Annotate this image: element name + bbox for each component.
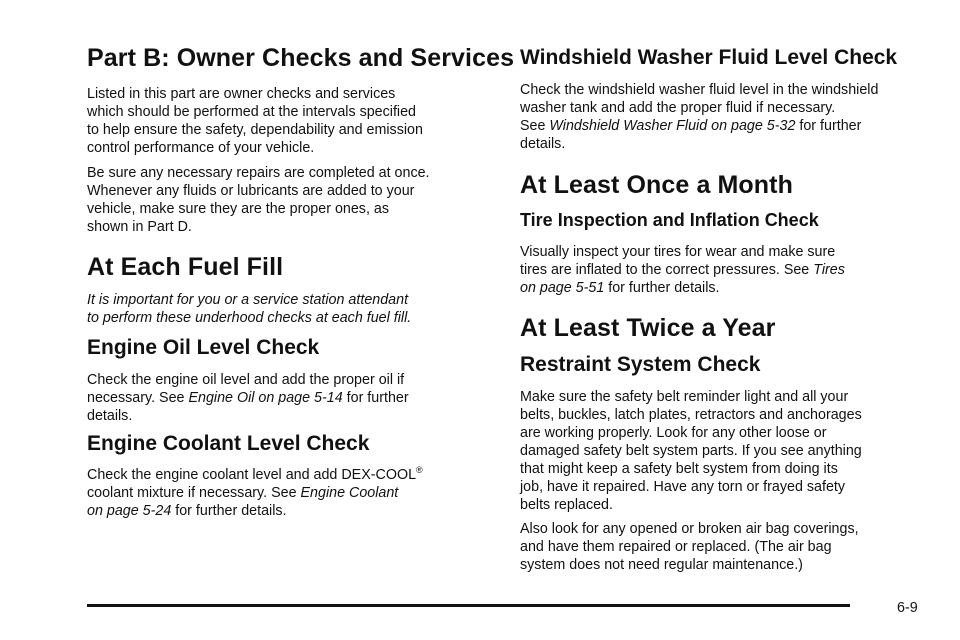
text-line: details. (520, 136, 566, 152)
text-line: belts replaced. (520, 497, 613, 513)
text-line: tires are inflated to the correct pressures. See Tires (520, 262, 845, 278)
text-line: control performance of your vehicle. (87, 140, 315, 156)
registered-mark: ® (416, 465, 423, 476)
text-line: job, have it repaired. Have any torn or frayed safety (520, 479, 846, 495)
text-line: Be sure any necessary repairs are completed at once. (87, 165, 430, 181)
fuel-fill-note (87, 291, 411, 327)
section-heading-monthly: At Least Once a Month (520, 171, 793, 199)
text-line: Listed in this part are owner checks and services (87, 86, 396, 102)
text-line: damaged safety belt system parts. If you see anything (520, 443, 862, 459)
text-line: to perform these underhood checks at each fuel fill. (87, 310, 412, 326)
intro-paragraph-2 (87, 164, 430, 236)
text-line: on page 5-24 for further details. (87, 503, 287, 519)
cross-reference: Windshield Washer Fluid on page 5-32 (549, 118, 796, 134)
text-line: belts, buckles, latch plates, retractors and anchorages (520, 407, 862, 423)
section-heading-fuel-fill: At Each Fuel Fill (87, 253, 284, 281)
text-line: are working properly. Look for any other loose or (520, 425, 827, 441)
cross-reference: Engine Coolant (300, 485, 399, 501)
cross-reference: on page 5-51 (520, 280, 605, 296)
text-line: necessary. See Engine Oil on page 5-14 for further (87, 390, 409, 406)
text-line: coolant mixture if necessary. See Engine Coolant (87, 485, 399, 501)
text-line: Check the engine coolant level and add DEX-COOL® (87, 465, 423, 483)
text-line: Check the engine oil level and add the proper oil if (87, 372, 405, 388)
page-number: 6-9 (897, 600, 918, 616)
text-line: Whenever any fluids or lubricants are added to your (87, 183, 415, 199)
subheading-engine-coolant: Engine Coolant Level Check (87, 432, 370, 455)
washer-fluid-paragraph (520, 81, 878, 153)
text-line: Also look for any opened or broken air bag coverings, (520, 521, 859, 537)
text-line: that might keep a safety belt system from doing its (520, 461, 838, 477)
restraint-paragraph-1 (520, 388, 862, 514)
intro-paragraph-1 (87, 85, 423, 157)
subheading-engine-oil: Engine Oil Level Check (87, 336, 320, 359)
restraint-paragraph-2 (520, 520, 859, 574)
text-line: details. (87, 408, 133, 424)
part-heading: Part B: Owner Checks and Services (87, 44, 515, 72)
cross-reference: Tires (813, 262, 845, 278)
text-line: and have them repaired or replaced. (The air bag (520, 539, 832, 555)
text-line: system does not need regular maintenance.) (520, 557, 803, 573)
engine-coolant-paragraph (87, 466, 423, 520)
text-line: on page 5-51 for further details. (520, 280, 720, 296)
tire-inspection-paragraph (520, 243, 845, 297)
subheading-washer-fluid: Windshield Washer Fluid Level Check (520, 46, 898, 69)
text-line: washer tank and add the proper fluid if necessary. (520, 100, 836, 116)
text-line: Check the windshield washer fluid level in the windshield (520, 82, 879, 98)
text-line: Visually inspect your tires for wear and make sure (520, 244, 836, 260)
text-line: See Windshield Washer Fluid on page 5-32 for further (520, 118, 862, 134)
engine-oil-paragraph (87, 371, 409, 425)
text-line: Make sure the safety belt reminder light and all your (520, 389, 849, 405)
footer-rule (87, 604, 850, 607)
text-line: shown in Part D. (87, 219, 192, 235)
subheading-restraint-system: Restraint System Check (520, 353, 761, 376)
text-line: vehicle, make sure they are the proper ones, as (87, 201, 389, 217)
subheading-tire-inspection: Tire Inspection and Inflation Check (520, 210, 819, 230)
section-heading-twice-year: At Least Twice a Year (520, 314, 776, 342)
text-line: which should be performed at the intervals specified (87, 104, 417, 120)
cross-reference: on page 5-24 (87, 503, 172, 519)
text-line: to help ensure the safety, dependability and emission (87, 122, 423, 138)
text-line: It is important for you or a service station attendant (87, 292, 409, 308)
cross-reference: Engine Oil on page 5-14 (188, 390, 343, 406)
